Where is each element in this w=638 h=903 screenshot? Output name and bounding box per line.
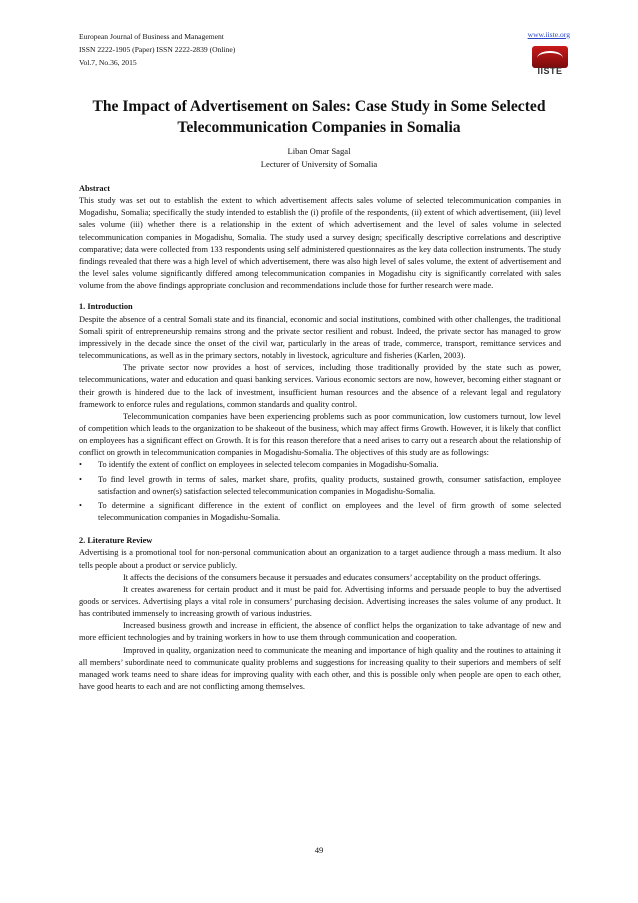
journal-url-link[interactable]: www.iiste.org xyxy=(527,30,570,39)
objectives-list xyxy=(79,459,561,524)
intro-heading: 1. Introduction xyxy=(79,302,133,312)
literature-paragraph: It creates awareness for certain product and it must be paid for. Advertising informs and persuade people to buy the advertised goods or services. Advertising plays a vital role in consumers’ purchasing decision. Advertising increases the sales volume of any product. It has contributed immensely to increasing growth of various industries. xyxy=(79,584,561,619)
literature-paragraph: It affects the decisions of the consumers because it persuades and educates consumers’ acceptability on the product offerings. xyxy=(123,572,541,582)
journal-issn: ISSN 2222-1905 (Paper) ISSN 2222-2839 (Online) xyxy=(79,45,236,54)
journal-header xyxy=(79,30,235,69)
paper-title: The Impact of Advertisement on Sales: Case Study in Some Selected Telecommunication Companies in Somalia xyxy=(92,98,546,136)
literature-heading: 2. Literature Review xyxy=(79,536,153,546)
author-affiliation: Lecturer of University of Somalia xyxy=(260,159,378,169)
literature-paragraph: Improved in quality, organization need to communicate the meaning and importance of high quality and the routines to attaining it all members’ subordinate need to communicate quality problems and suggestions for increasing quality to their superiors and members of self managed work teams need to share ideas for improving quality with each other, and this is possible only when people are open to each other, have good hearts to each and are not conflicting among themselves. xyxy=(79,645,561,692)
list-item: • To find level growth in terms of sales, market share, profits, quality products, sustained growth, consumer satisfaction, employee satisfaction and owner(s) satisfaction selected telecommunication companies in Mogadishu-Somalia. xyxy=(79,474,561,496)
list-item: • To determine a significant difference in the extent of conflict on employees and the level of firm growth of some selected telecommunication companies in Mogadishu-Somalia. xyxy=(79,500,561,523)
paper-body xyxy=(79,183,561,693)
bullet-icon: • xyxy=(79,500,82,510)
list-item: • To identify the extent of conflict on employees in selected telecom companies in Mogadishu-Somalia. xyxy=(79,459,561,471)
author-block xyxy=(79,145,559,171)
author-name: Liban Omar Sagal xyxy=(287,146,351,156)
iiste-logo xyxy=(532,46,568,76)
page-number: 49 xyxy=(314,845,324,855)
literature-paragraph: Advertising is a promotional tool for non-personal communication about an organization to a target audience through a mass medium. It also tells people about a product or service publicly. xyxy=(79,548,561,570)
logo-text: IISTE xyxy=(537,66,563,76)
journal-name: European Journal of Business and Management xyxy=(79,32,224,41)
abstract-heading: Abstract xyxy=(79,184,111,193)
journal-volume: Vol.7, No.36, 2015 xyxy=(79,58,137,67)
bullet-icon: • xyxy=(79,474,82,484)
intro-paragraph: Telecommunication companies have been experiencing problems such as poor communication, low customers turnout, low level of competition which leads to the organization to be shakeout of the business, which may affect firms Growth. However, it is likely that conflict on employees has a significant effect on Growth. It is for this reason therefore that a need arises to carry out a research about the relationship of conflict on growth in telecommunication companies in Mogadishu-Somalia. The objectives of this study are as followings: xyxy=(79,411,561,458)
logo-mark xyxy=(532,46,568,68)
literature-paragraph: Increased business growth and increase in efficient, the absence of conflict helps the organization to take advantage of new and more efficient technologies and by training workers in how to use them through communication and cooperation. xyxy=(79,621,561,643)
abstract-text: This study was set out to establish the extent to which advertisement affects sales volume of selected telecommunication companies in Mogadishu, Somalia; specifically the study intended to establish the (i) profile of the respondents, (ii) extent of which advertisement, (iii) level sales volume (iii) whether there is a relationship in the extent of which advertisement and the level of sales volume in selected telecommunication companies in Mogadishu, Somalia. The study used a survey design; specifically descriptive correlations and descriptive comparative; data were collected from 133 respondents using self administered questionnaires as the key data collection instruments. The study findings revealed that there was a high level of which advertisement, there was also high level of sales volume, the extent of advertisement and the level sales volume significantly differed among telecommunication companies in Mogadishu city is significantly correlated with sales volume from the above findings appropriate conclusion and recommendations include those for further research were made. xyxy=(79,196,561,291)
bullet-icon: • xyxy=(79,460,82,470)
intro-paragraph: Despite the absence of a central Somali state and its financial, economic and social institutions, combined with other challenges, the traditional Somali spirit of entrepreneurship remains strong and the private sector resilient and robust. Indeed, the private sector has managed to grow impressively in the decade since the onset of the civil war, particularly in the areas of trade, commerce, transport, remittance services and telecommunications, as well as in the primary sectors, notably in livestock, agriculture and fisheries (Karlen, 2003). xyxy=(79,314,561,361)
intro-paragraph: The private sector now provides a host of services, including those traditionally provided by the state such as power, telecommunications, water and education and quasi banking services. Various economic sectors are now, however, becoming either stagnant or their growth is hindered due to the lack of investment, insufficient human resources and the absence of a relevant legal and regulatory framework to enforce rules and regulations, common standards and quality control. xyxy=(79,363,561,409)
